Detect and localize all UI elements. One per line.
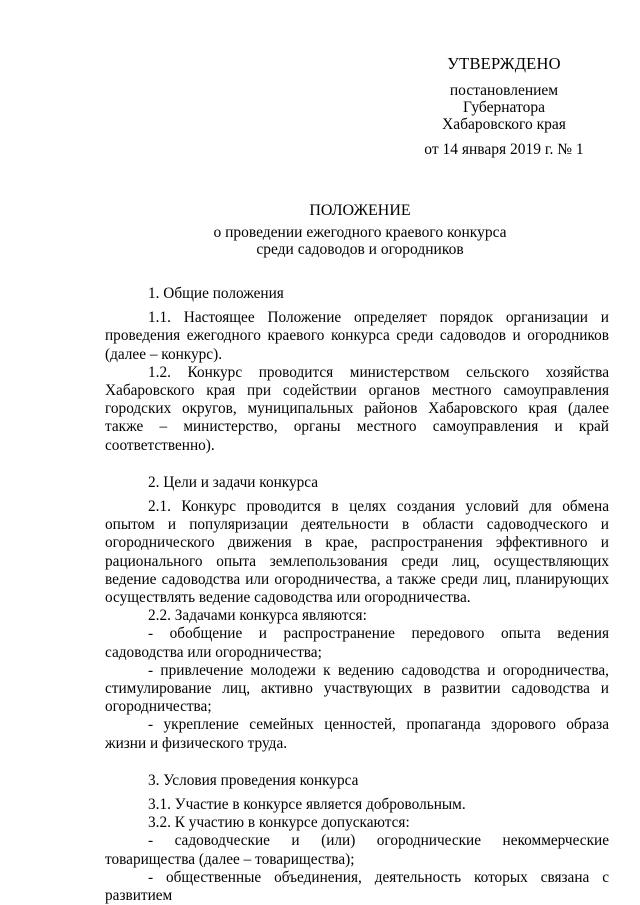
document-body [105,285,609,905]
paragraph-2-2: 2.2. Задачами конкурса являются: [148,607,367,625]
approval-stamp [404,55,604,158]
section-1-heading: 1. Общие положения [148,285,284,302]
paragraph-1-2: 1.2. Конкурс проводится министерством сельского хозяйства Хабаровского края при содействии органов местного самоуправления городских округов, муниципальных районов Хабаровского края (далее также – министерство, органы местного самоуправления и край соответственно). [105,363,609,454]
approval-title: УТВЕРЖДЕНО [447,54,561,73]
section-3-heading: 3. Условия проведения конкурса [148,771,359,789]
approval-line-2: Губернатора [463,99,545,116]
section-2-heading: 2. Цели и задачи конкурса [148,473,319,491]
document-subtitle-line-1: о проведении ежегодного краевого конкурса [213,224,507,241]
list-item-2-2a: - обобщение и распространение передового опыта ведения садоводства или огородничества; [105,625,609,661]
approval-line-3: Хабаровского края [442,116,566,133]
paragraph-2-1: 2.1. Конкурс проводится в целях создания условий для обмена опытом и популяризации деятельности в области садоводческого и огороднического движения в крае, распространения эффективного и рационального опыта землепользования среди лиц, осуществляющих ведение садоводства или огородничества, а также среди лиц, планирующих осуществлять ведение садоводства или огородничества. [105,498,609,607]
paragraph-3-1: 3.1. Участие в конкурсе является добровольным. [148,796,466,814]
approval-line-1: постановлением [449,82,559,99]
list-item-2-2c: - укрепление семейных ценностей, пропаганда здорового образа жизни и физического труда. [105,716,609,752]
document-title-block [150,202,570,258]
list-item-2-2b: - привлечение молодежи к ведению садоводства и огородничества, стимулирование лиц, активно участвующих в развитии садоводства и огородничества; [105,661,609,716]
paragraph-3-2: 3.2. К участию в конкурсе допускаются: [148,814,410,832]
paragraph-1-1: 1.1. Настоящее Положение определяет порядок организации и проведения ежегодного краевого конкурса среди садоводов и огородников (далее – конкурс). [105,309,609,363]
list-item-3-2b: - общественные объединения, деятельность которых связана с развитием [105,868,609,905]
list-item-3-2a: - садоводческие и (или) огороднические некоммерческие товарищества (далее – товарищества); [105,832,609,868]
document-subtitle-line-2: среди садоводов и огородников [256,241,464,258]
approval-date: от 14 января 2019 г. № 1 [424,141,584,158]
document-title: ПОЛОЖЕНИЕ [309,202,411,219]
